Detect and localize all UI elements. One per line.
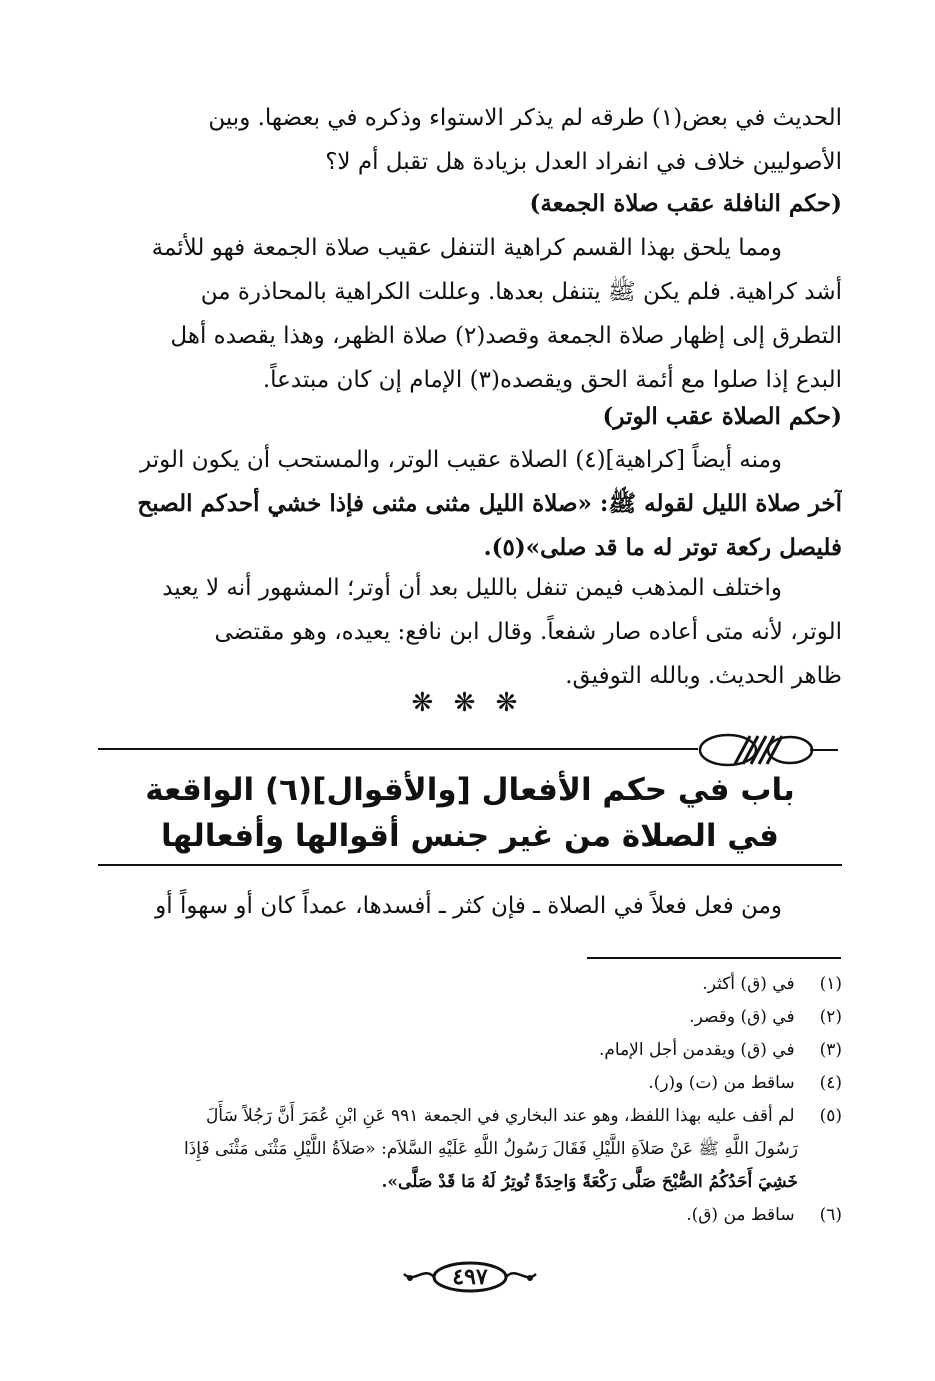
footnote-5-continuation-line: خَشِيَ أَحَدُكُمُ الصُّبْحَ صَلَّى رَكْعَةً وَاحِدَةً تُوتِرُ لَهُ مَا قَدْ صَلَّى». xyxy=(381,1172,798,1192)
footnote-text: في (ق) وقصر. xyxy=(689,1007,795,1027)
footnote-text: لم أقف عليه بهذا اللفظ، وهو عند البخاري في الجمعة ٩٩١ عَنِ ابْنِ عُمَرَ أَنَّ رَجُلاً سَأَلَ xyxy=(205,1106,795,1126)
footnote-number: (٥) xyxy=(819,1106,842,1126)
text-line: الحديث في بعض(١) طرقه لم يذكر الاستواء وذكره في بعضها. وبين xyxy=(208,105,842,131)
footnote-6 xyxy=(98,1199,842,1232)
body-paragraph-4 xyxy=(98,566,842,698)
footnote-number: (٣) xyxy=(819,1040,842,1060)
chapter-bottom-rule xyxy=(98,864,842,866)
text-line: الوتر، لأنه متى أعاده صار شفعاً. وقال ابن نافع: يعيده، وهو مقتضى xyxy=(214,619,842,645)
body-paragraph-5 xyxy=(98,884,842,928)
footnote-number: (٦) xyxy=(819,1205,842,1225)
text-line: ظاهر الحديث. وبالله التوفيق. xyxy=(565,663,842,689)
chapter-title-line-2: في الصلاة من غير جنس أقوالها وأفعالها xyxy=(161,818,779,854)
footnote-text: ساقط من (ق). xyxy=(686,1205,795,1225)
text-line: آخر صلاة الليل لقوله ﷺ: «صلاة الليل مثنى مثنى فإذا خشي أحدكم الصبح xyxy=(137,490,842,517)
text-line: أشد كراهية. فلم يكن ﷺ يتنفل بعدها. وعللت الكراهية بالمحاذرة من xyxy=(200,279,842,305)
text-line: ومن فعل فعلاً في الصلاة ـ فإن كثر ـ أفسدها، عمداً كان أو سهواً أو xyxy=(155,893,782,919)
footnote-1 xyxy=(98,968,842,1001)
section-separator: ❋ ❋ ❋ xyxy=(411,688,524,718)
text-line: فليصل ركعة توتر له ما قد صلى»(٥). xyxy=(483,534,842,561)
text-line: التطرق إلى إظهار صلاة الجمعة وقصد(٢) صلاة الظهر، وهذا يقصده أهل xyxy=(170,323,842,349)
body-paragraph-3 xyxy=(98,438,842,570)
page-number-frame xyxy=(400,1252,540,1302)
footnote-number: (٢) xyxy=(819,1007,842,1027)
section-heading-witr: (حكم الصلاة عقب الوتر) xyxy=(602,403,842,430)
footnote-5-continuation-line: رَسُولَ اللَّهِ ﷺ عَنْ صَلاَةِ اللَّيْلِ فَقَالَ رَسُولُ اللَّهِ عَلَيْهِ السَّلاَم: «صَلاَةُ اللَّيْلِ مَثْنَى مَثْنَى فَإِذَا xyxy=(184,1139,798,1159)
footnote-2 xyxy=(98,1001,842,1034)
footnote-text: في (ق) أكثر. xyxy=(702,974,795,994)
text-line: الأصوليين خلاف في انفراد العدل بزيادة هل تقبل أم لا؟ xyxy=(325,149,842,175)
footnote-5 xyxy=(98,1100,842,1133)
footnote-text: في (ق) ويقدمن أجل الإمام. xyxy=(598,1040,795,1060)
page-number: ٤٩٧ xyxy=(452,1264,488,1290)
footnote-text: ساقط من (ت) و(ر). xyxy=(648,1073,795,1093)
section-heading-friday-nafila: (حكم النافلة عقب صلاة الجمعة) xyxy=(529,190,842,217)
footnote-3 xyxy=(98,1034,842,1067)
chapter-top-rule xyxy=(98,748,698,750)
footnote-separator xyxy=(587,957,841,959)
text-line: ومما يلحق بهذا القسم كراهية التنفل عقيب صلاة الجمعة فهو للأئمة xyxy=(151,235,782,261)
text-line: واختلف المذهب فيمن تنفل بالليل بعد أن أوتر؛ المشهور أنه لا يعيد xyxy=(162,575,782,601)
text-line: البدع إذا صلوا مع أئمة الحق ويقصده(٣) الإمام إن كان مبتدعاً. xyxy=(262,367,842,393)
text-line: ومنه أيضاً [كراهية](٤) الصلاة عقيب الوتر، والمستحب أن يكون الوتر xyxy=(140,447,782,473)
footnote-number: (٤) xyxy=(819,1073,842,1093)
chapter-title-line-1: باب في حكم الأفعال [والأقوال](٦) الواقعة xyxy=(145,772,795,808)
footnote-number: (١) xyxy=(819,974,842,994)
body-paragraph-1 xyxy=(98,96,842,184)
footnote-4 xyxy=(98,1067,842,1100)
body-paragraph-2 xyxy=(98,226,842,402)
